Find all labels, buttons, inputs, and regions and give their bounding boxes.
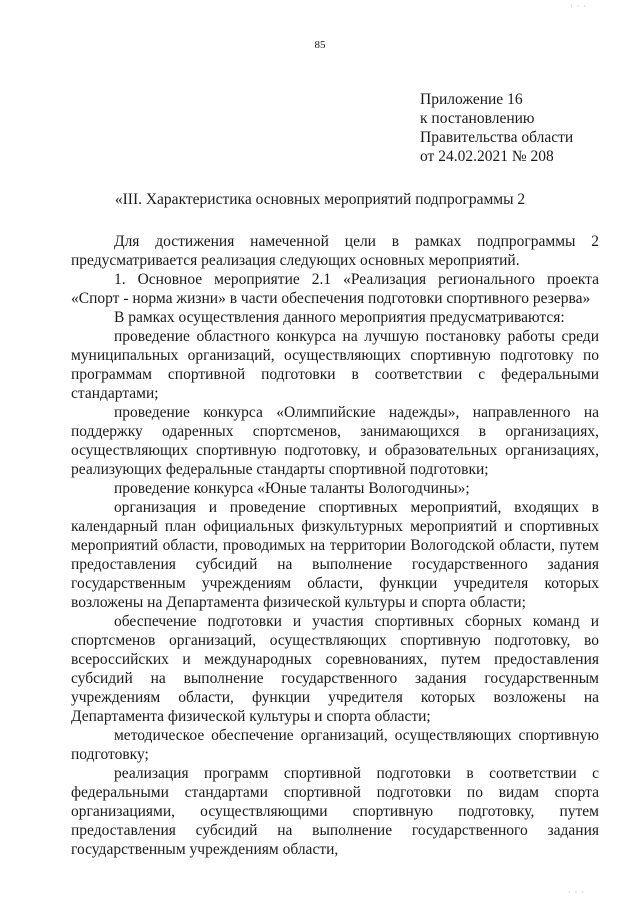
- appendix-line-2: к постановлению: [420, 110, 535, 127]
- paragraph-5: проведение конкурса «Олимпийские надежды», направленного на поддержку одаренных спортсменов, занимающихся в организациях, осуществляющих спортивную подготовку, и образовательных организациях, реализующих федеральные стандарты спортивной подготовки;: [71, 404, 599, 478]
- body-text: [71, 232, 599, 859]
- scan-artifact-top: · · ·: [570, 2, 587, 11]
- page-number: 85: [314, 39, 326, 51]
- paragraph-3: В рамках осуществления данного мероприятия предусматриваются:: [114, 309, 565, 326]
- appendix-line-3: Правительства области: [420, 129, 574, 146]
- appendix-block: [420, 90, 573, 166]
- paragraph-2: 1. Основное мероприятие 2.1 «Реализация регионального проекта «Спорт - норма жизни» в части обеспечения подготовки спортивного резерва»: [71, 271, 599, 307]
- paragraph-4: проведение областного конкурса на лучшую постановку работы среди муниципальных организаций, осуществляющих спортивную подготовку по программам спортивной подготовки в соответствии с федеральными стандартами;: [71, 328, 599, 402]
- paragraph-10: реализация программ спортивной подготовки в соответствии с федеральными стандартами спортивной подготовки по видам спорта организациями, осуществляющими спортивную подготовку, путем предоставления субсидий на выполнение государственного задания государственным учреждениям области,: [71, 765, 599, 858]
- paragraph-7: организация и проведение спортивных мероприятий, входящих в календарный план официальных физкультурных мероприятий и спортивных мероприятий области, проводимых на территории Вологодской области, путем предоставления субсидий на выполнение государственного задания государственным учреждениям области, функции учредителя которых возложены на Департамента физической культуры и спорта области;: [71, 499, 599, 611]
- paragraph-1: Для достижения намеченной цели в рамках подпрограммы 2 предусматривается реализация следующих основных мероприятий.: [71, 233, 599, 269]
- section-heading: «III. Характеристика основных мероприятий подпрограммы 2: [114, 191, 526, 208]
- scan-artifact-bottom: · · ·: [568, 888, 585, 897]
- paragraph-6: проведение конкурса «Юные таланты Вологодчины»;: [114, 480, 470, 497]
- appendix-line-1: Приложение 16: [420, 91, 523, 108]
- appendix-line-4: от 24.02.2021 № 208: [420, 148, 554, 165]
- paragraph-8: обеспечение подготовки и участия спортивных сборных команд и спортсменов организаций, осуществляющих спортивную подготовку, во всероссийских и международных соревнованиях, путем предоставления субсидий на выполнение государственного задания государственным учреждениям области, функции учредителя которых возложены на Департамента физической культуры и спорта области;: [71, 613, 599, 725]
- paragraph-9: методическое обеспечение организаций, осуществляющих спортивную подготовку;: [71, 727, 599, 763]
